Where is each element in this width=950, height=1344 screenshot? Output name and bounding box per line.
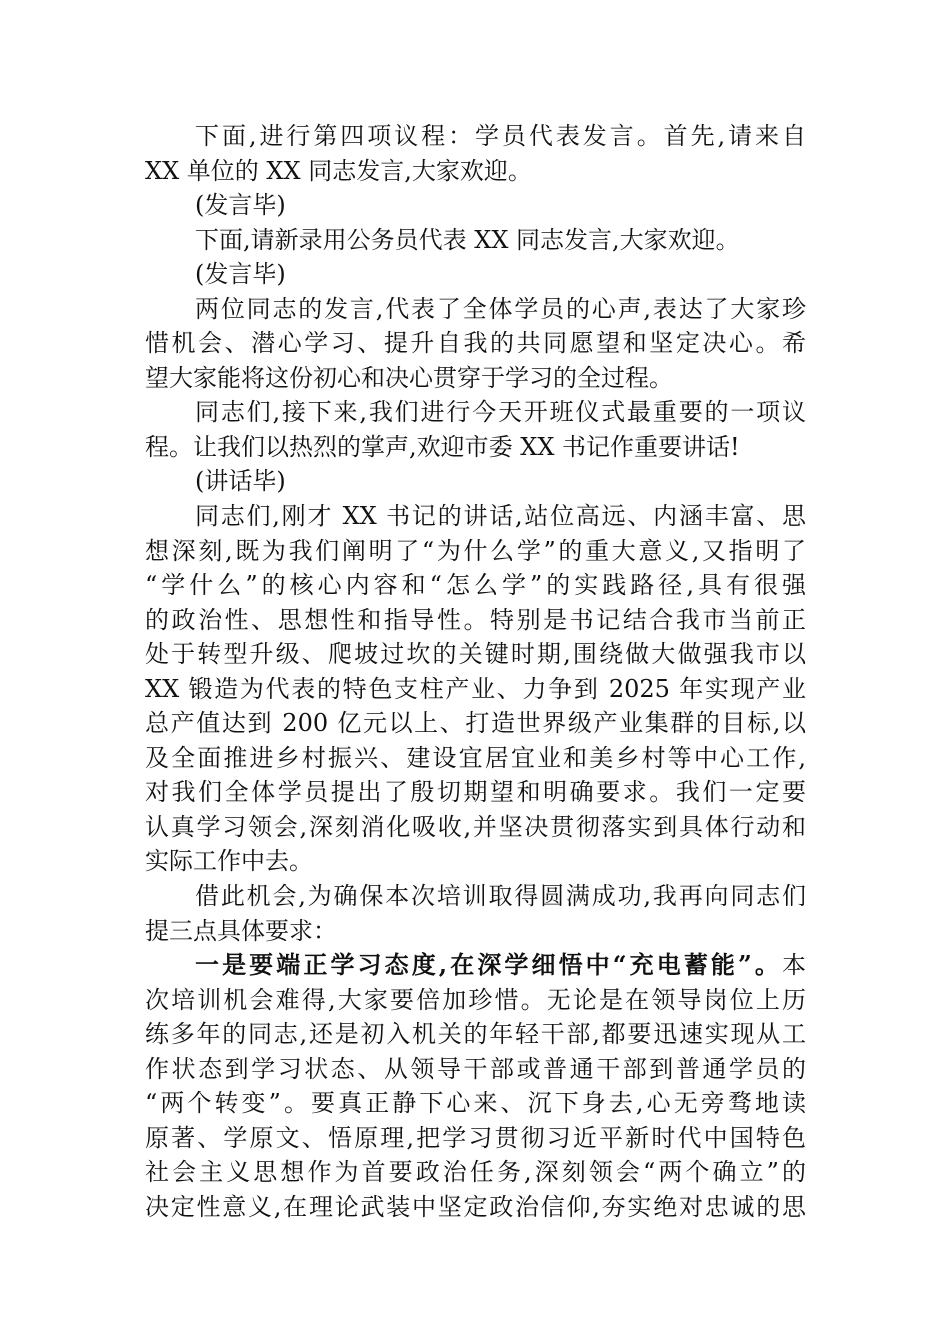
paragraph: [145, 292, 806, 396]
bold-heading: 一是要端正学习态度,在深学细悟中“充电蓄能”。: [195, 950, 782, 980]
paragraph: [145, 464, 806, 499]
text-line: 下面,请新录用公务员代表 XX 同志发言,大家欢迎。: [195, 225, 740, 254]
document-body: [145, 119, 806, 1225]
text-line: 程。让我们以热烈的掌声,欢迎市委 XX 书记作重要讲话!: [145, 432, 740, 461]
text-line: 对我们全体学员提出了殷切期望和明确要求。我们一定要: [145, 778, 806, 807]
paragraph: [145, 879, 806, 948]
text-line: 社会主义思想作为首要政治任务,深刻领会“两个确立”的: [145, 1158, 806, 1187]
paragraph: [145, 948, 806, 1224]
text-run: 本: [782, 951, 806, 980]
text-line: 两位同志的发言,代表了全体学员的心声,表达了大家珍: [195, 294, 806, 323]
text-line: 想深刻,既为我们阐明了“为什么学”的重大意义,又指明了: [145, 536, 806, 565]
text-line: 总产值达到 200 亿元以上、打造世界级产业集群的目标,以: [145, 709, 806, 738]
text-line: XX 单位的 XX 同志发言,大家欢迎。: [145, 156, 532, 185]
text-line: 及全面推进乡村振兴、建设宜居宜业和美乡村等中心工作,: [145, 743, 806, 772]
paragraph: [145, 188, 806, 223]
paragraph: [145, 223, 806, 258]
text-line: 惜机会、潜心学习、提升自我的共同愿望和坚定决心。希: [145, 329, 806, 358]
text-line: 作状态到学习状态、从领导干部或普通干部到普通学员的: [145, 1054, 806, 1083]
text-line: (讲话毕): [195, 467, 286, 496]
text-line: (发言毕): [195, 191, 286, 220]
text-line: 原著、学原文、悟原理,把学习贯彻习近平新时代中国特色: [145, 1123, 806, 1152]
text-line: 望大家能将这份初心和决心贯穿于学习的全过程。: [145, 363, 673, 392]
text-line: “两个转变”。要真正静下心来、沉下身去,心无旁骛地读: [145, 1089, 806, 1118]
text-line: 的政治性、思想性和指导性。特别是书记结合我市当前正: [145, 605, 806, 634]
text-line: 决定性意义,在理论武装中坚定政治信仰,夯实绝对忠诚的思: [145, 1192, 806, 1221]
paragraph: [145, 119, 806, 188]
text-line: 借此机会,为确保本次培训取得圆满成功,我再向同志们: [195, 882, 806, 911]
text-line: 练多年的同志,还是初入机关的年轻干部,都要迅速实现从工: [145, 1020, 806, 1049]
text-line: 处于转型升级、爬坡过坎的关键时期,围绕做大做强我市以: [145, 640, 806, 669]
text-line: 提三点具体要求：: [145, 916, 337, 945]
text-line: (发言毕): [195, 260, 286, 289]
paragraph: [145, 257, 806, 292]
paragraph: [145, 395, 806, 464]
text-line: [145, 948, 806, 983]
text-line: 实际工作中去。: [145, 847, 313, 876]
text-line: XX 锻造为代表的特色支柱产业、力争到 2025 年实现产业: [145, 674, 806, 703]
text-line: 次培训机会难得,大家要倍加珍惜。无论是在领导岗位上历: [145, 985, 806, 1014]
text-line: “学什么”的核心内容和“怎么学”的实践路径,具有很强: [145, 571, 806, 600]
text-line: 下面,进行第四项议程：学员代表发言。首先,请来自: [195, 122, 806, 150]
text-line: 同志们,刚才 XX 书记的讲话,站位高远、内涵丰富、思: [195, 502, 806, 531]
text-line: 同志们,接下来,我们进行今天开班仪式最重要的一项议: [195, 398, 806, 427]
paragraph: [145, 499, 806, 879]
text-line: 认真学习领会,深刻消化吸收,并坚决贯彻落实到具体行动和: [145, 812, 806, 841]
